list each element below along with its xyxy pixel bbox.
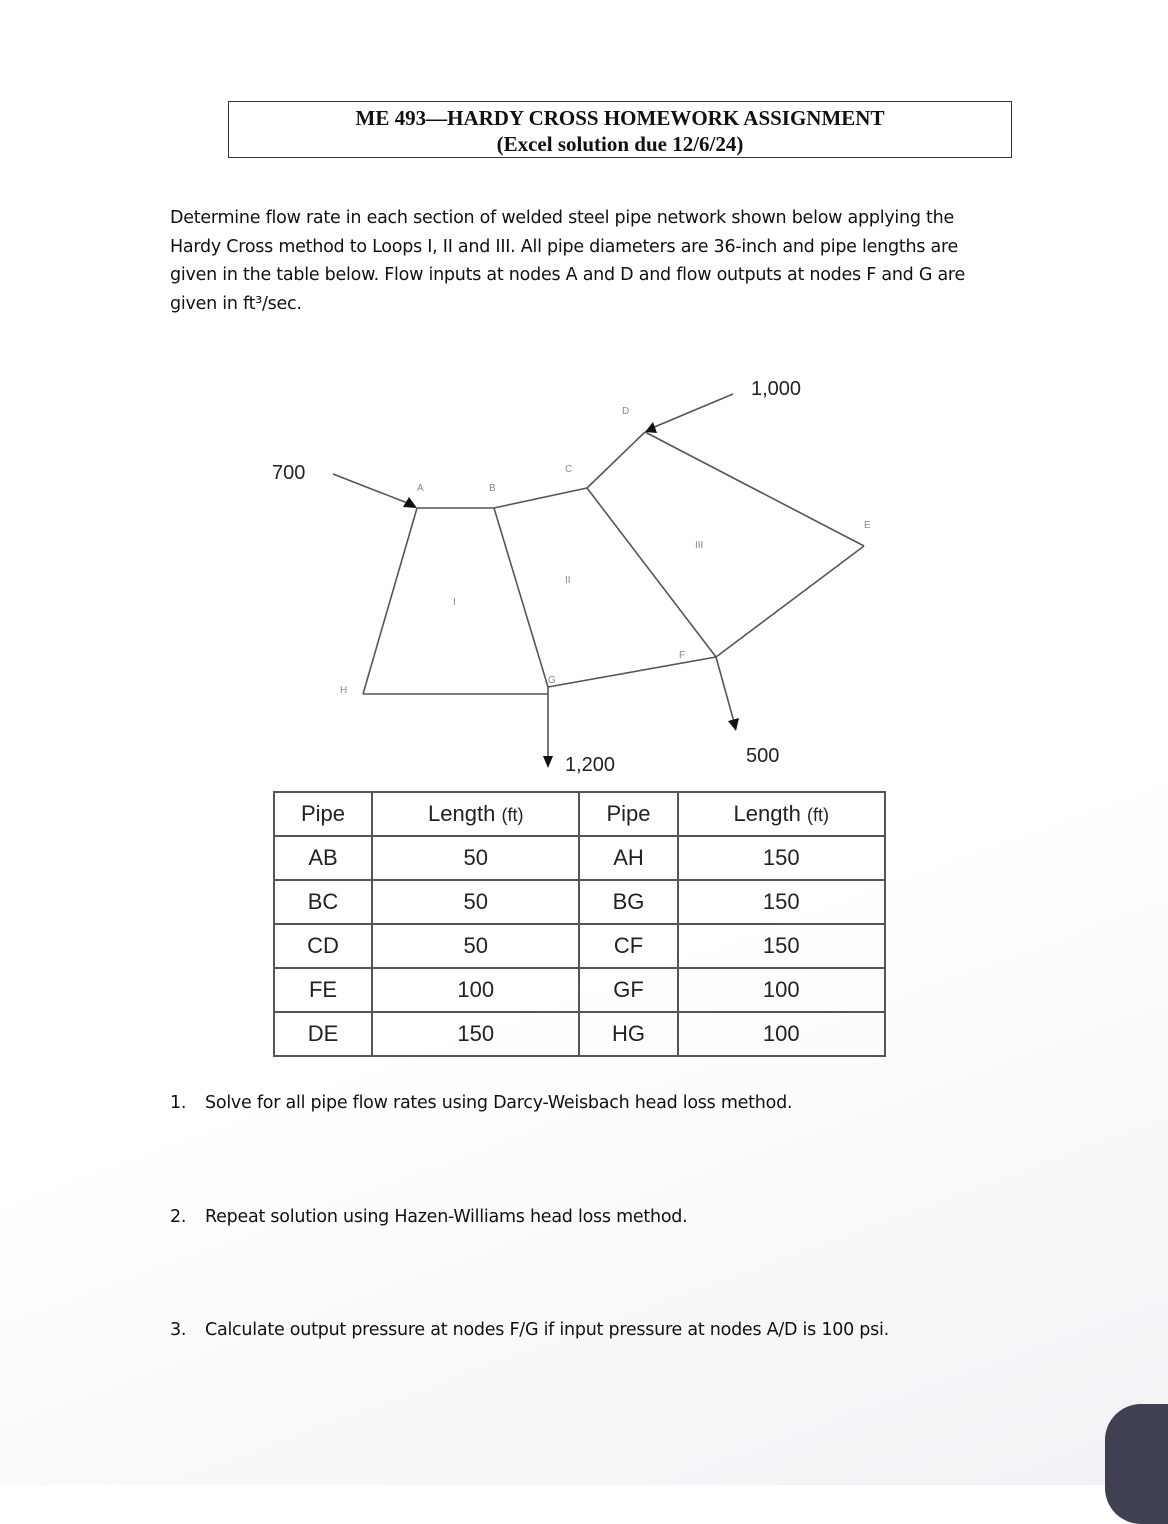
arrow-out-g-icon bbox=[543, 756, 553, 768]
length-cell: 150 bbox=[372, 1012, 579, 1056]
pipe-cell: CD bbox=[274, 924, 372, 968]
pipe-cd bbox=[587, 432, 645, 488]
length-cell: 100 bbox=[678, 968, 885, 1012]
intro-line-2: Hardy Cross method to Loops I, II and III. All pipe diameters are 36-inch and pipe lengths are bbox=[170, 236, 959, 257]
pipe-network-diagram bbox=[0, 340, 1168, 800]
task-number: 3. bbox=[170, 1320, 187, 1340]
header-pipe-1: Pipe bbox=[274, 792, 372, 836]
length-cell: 150 bbox=[678, 924, 885, 968]
task-number: 2. bbox=[170, 1207, 187, 1227]
flow-out-f-value: 500 bbox=[746, 745, 780, 767]
length-cell: 50 bbox=[372, 836, 579, 880]
pipe-cell: DE bbox=[274, 1012, 372, 1056]
node-label-a: A bbox=[417, 483, 424, 494]
length-cell: 100 bbox=[678, 1012, 885, 1056]
pipe-bg bbox=[494, 508, 548, 687]
flow-in-d-line bbox=[652, 394, 733, 428]
node-label-f: F bbox=[679, 650, 686, 661]
task-text: Repeat solution using Hazen-Williams head loss method. bbox=[205, 1207, 688, 1227]
intro-line-1: Determine flow rate in each section of welded steel pipe network shown below applying the bbox=[170, 208, 955, 228]
length-cell: 100 bbox=[372, 968, 579, 1012]
node-label-c: C bbox=[565, 464, 573, 475]
pipe-cf bbox=[587, 488, 716, 657]
task-number: 1. bbox=[170, 1093, 187, 1113]
flow-in-a-line bbox=[333, 474, 410, 504]
task-item-3 bbox=[170, 1320, 889, 1340]
table-row bbox=[274, 836, 885, 880]
pipe-cell: BC bbox=[274, 880, 372, 924]
length-cell: 50 bbox=[372, 924, 579, 968]
loop-label-1: I bbox=[453, 597, 456, 608]
length-cell: 150 bbox=[678, 836, 885, 880]
table-header-row bbox=[274, 792, 885, 836]
loop-label-2: II bbox=[565, 575, 571, 586]
pipe-cell: AB bbox=[274, 836, 372, 880]
assignment-title-box bbox=[228, 101, 1012, 158]
pipe-ah bbox=[363, 508, 417, 694]
pipe-cell: FE bbox=[274, 968, 372, 1012]
intro-line-4: given in ft³/sec. bbox=[170, 293, 302, 314]
table-row bbox=[274, 880, 885, 924]
title-line-2: (Excel solution due 12/6/24) bbox=[496, 132, 744, 156]
header-pipe-2: Pipe bbox=[579, 792, 677, 836]
task-text: Calculate output pressure at nodes F/G if input pressure at nodes A/D is 100 psi. bbox=[205, 1320, 889, 1340]
flow-in-d-value: 1,000 bbox=[751, 378, 802, 400]
pipe-cell: BG bbox=[579, 880, 677, 924]
pipe-gf bbox=[548, 657, 716, 687]
table-row bbox=[274, 924, 885, 968]
pipe-de bbox=[645, 432, 864, 546]
flow-out-f-line bbox=[716, 657, 734, 722]
pipe-cell: HG bbox=[579, 1012, 677, 1056]
pipe-fe bbox=[716, 546, 864, 657]
arrow-out-f-icon bbox=[728, 718, 739, 731]
length-cell: 50 bbox=[372, 880, 579, 924]
length-cell: 150 bbox=[678, 880, 885, 924]
floating-corner-widget[interactable] bbox=[1105, 1404, 1168, 1524]
pipe-cell: AH bbox=[579, 836, 677, 880]
pipe-cell: GF bbox=[579, 968, 677, 1012]
table-row bbox=[274, 1012, 885, 1056]
pipe-lines bbox=[333, 394, 864, 760]
node-label-h: H bbox=[340, 685, 348, 696]
node-label-d: D bbox=[622, 406, 630, 417]
pipe-bc bbox=[494, 488, 587, 508]
node-label-b: B bbox=[489, 483, 496, 494]
flow-out-g-value: 1,200 bbox=[565, 754, 616, 776]
header-length-2: Length (ft) bbox=[678, 792, 885, 836]
node-label-g: G bbox=[548, 675, 556, 686]
header-length-1: Length (ft) bbox=[372, 792, 579, 836]
task-item-1 bbox=[170, 1093, 792, 1113]
intro-paragraph bbox=[170, 204, 1000, 318]
intro-line-3: given in the table below. Flow inputs at nodes A and D and flow outputs at nodes F and G are bbox=[170, 265, 966, 285]
flow-values bbox=[272, 378, 801, 776]
task-item-2 bbox=[170, 1207, 687, 1227]
loop-label-3: III bbox=[695, 540, 704, 551]
node-labels bbox=[340, 406, 871, 696]
pipe-cell: CF bbox=[579, 924, 677, 968]
node-label-e: E bbox=[864, 520, 871, 531]
task-text: Solve for all pipe flow rates using Darcy-Weisbach head loss method. bbox=[205, 1093, 793, 1113]
pipe-length-table bbox=[273, 791, 886, 1057]
title-line-1: ME 493—HARDY CROSS HOMEWORK ASSIGNMENT bbox=[355, 106, 885, 130]
table-row bbox=[274, 968, 885, 1012]
flow-in-a-value: 700 bbox=[272, 462, 306, 484]
